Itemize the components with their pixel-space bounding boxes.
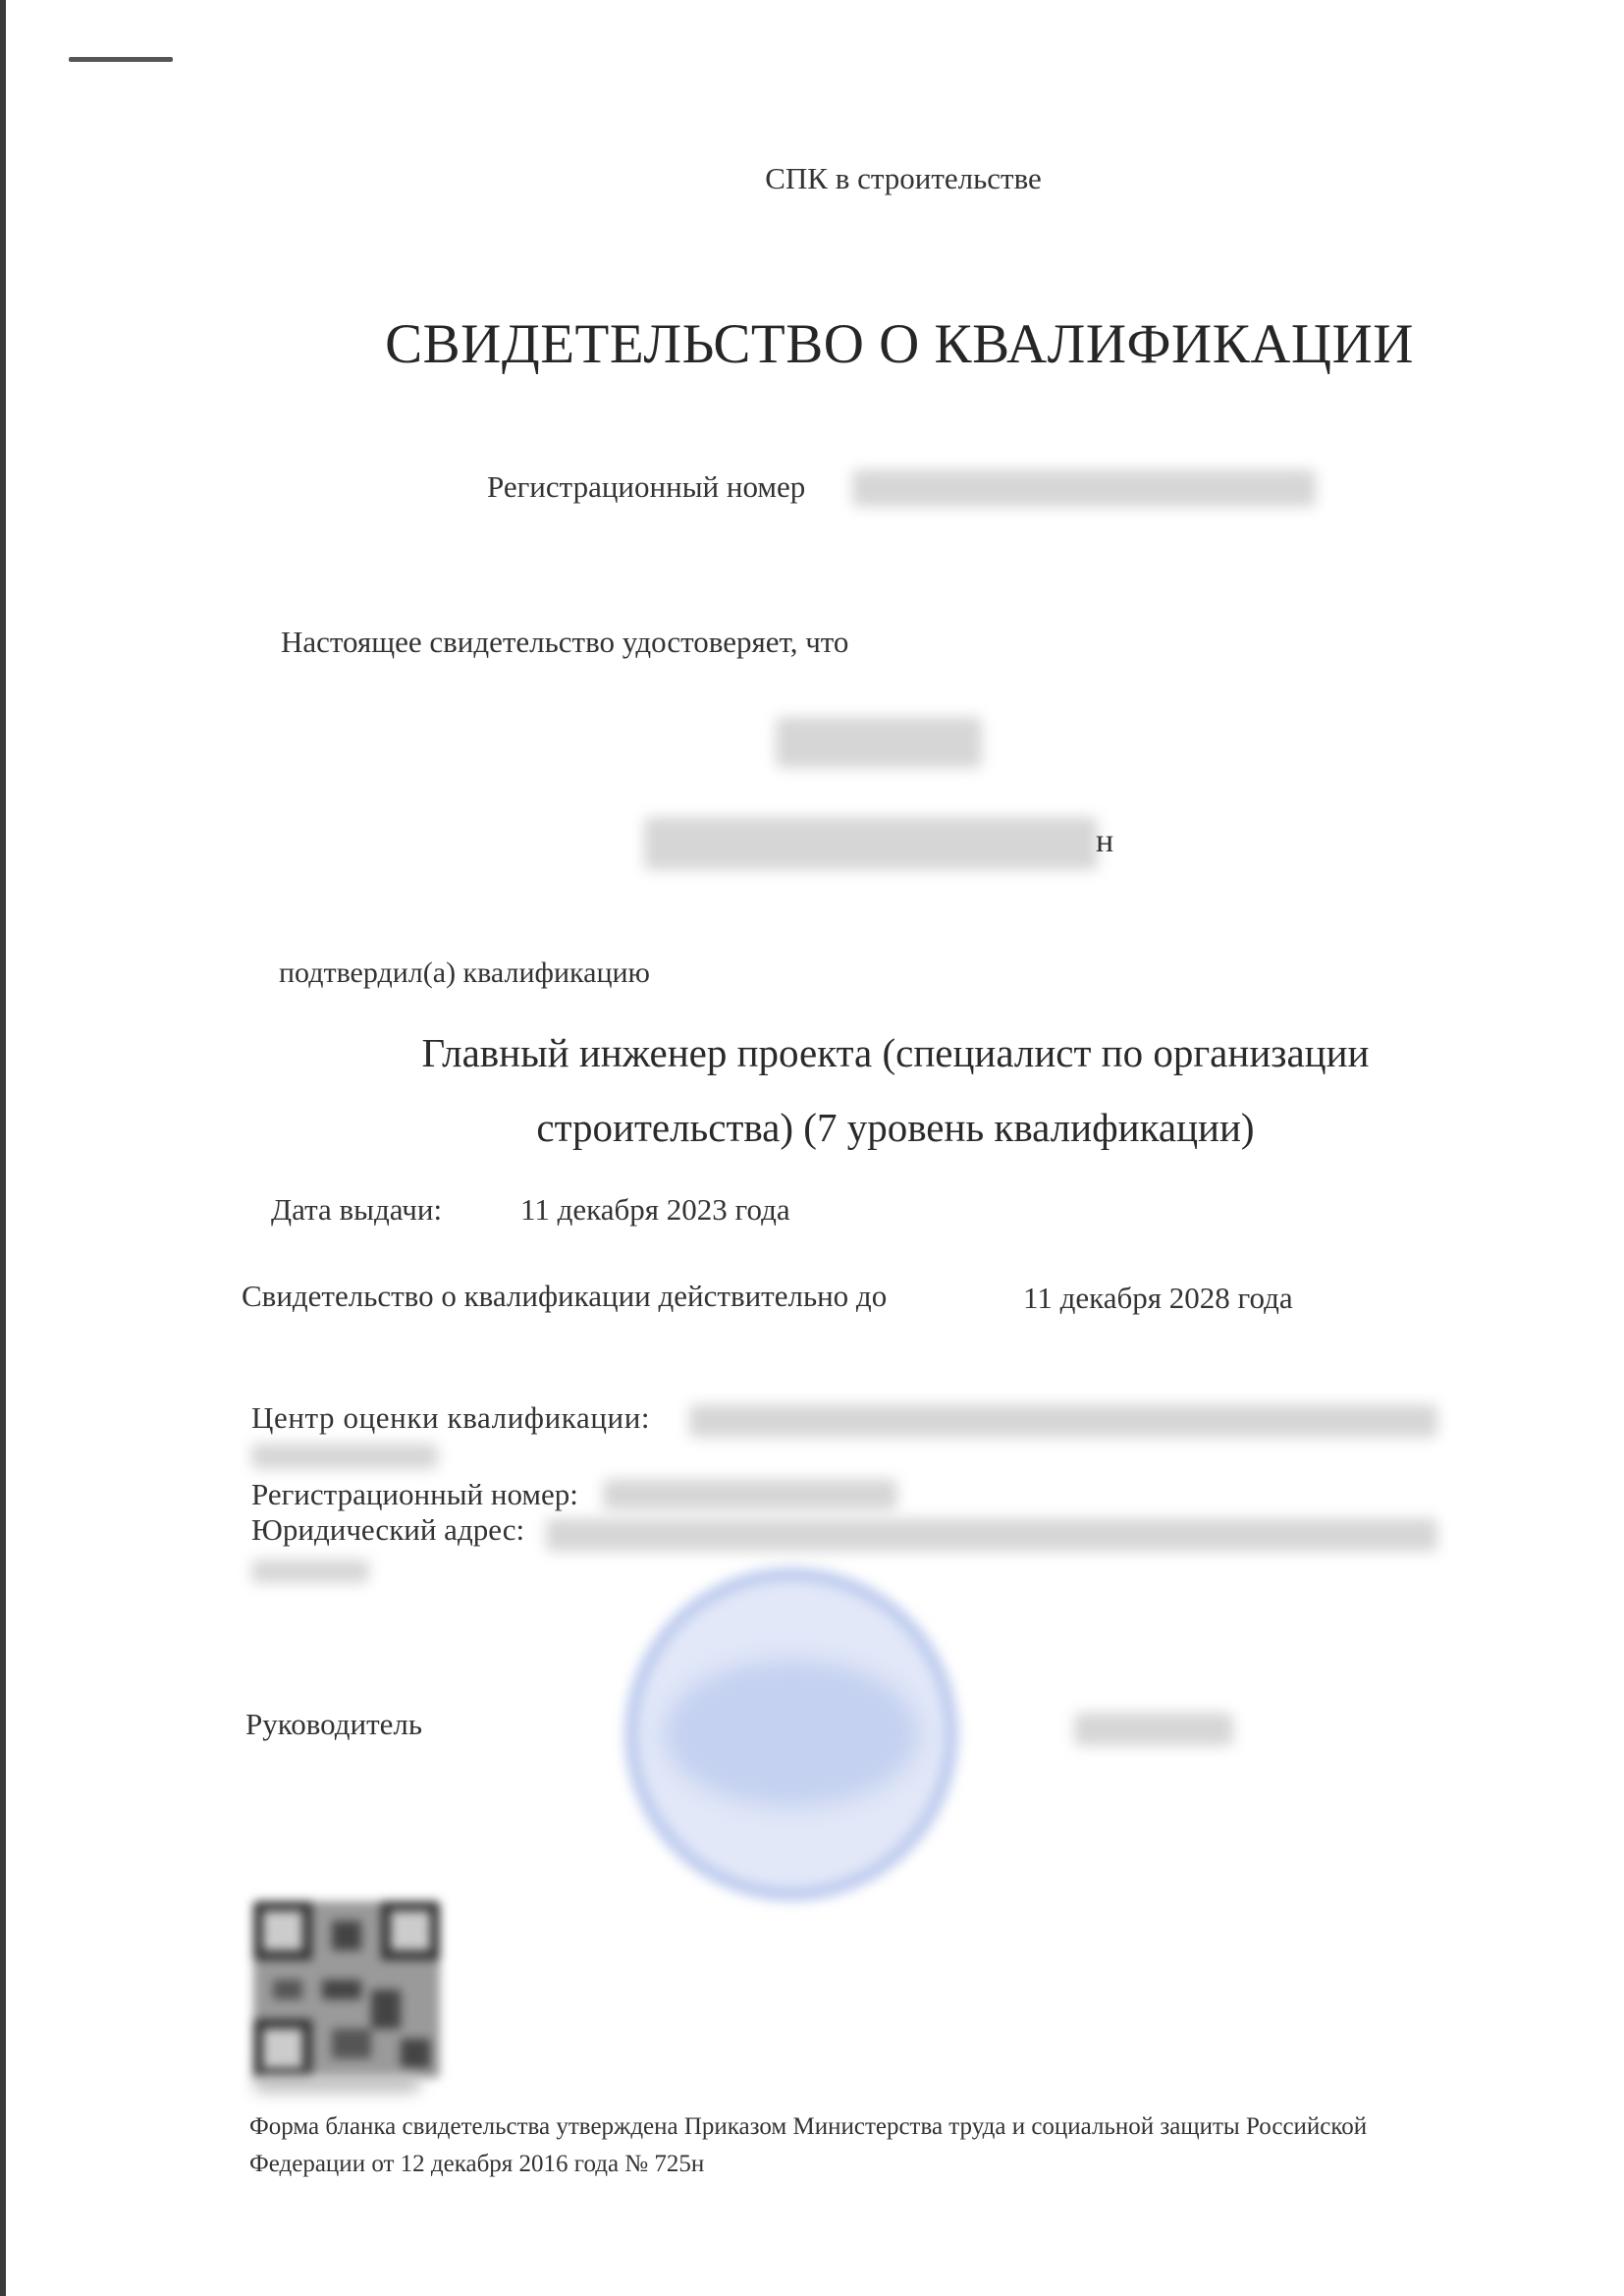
- legal-address-label: Юридический адрес:: [251, 1512, 525, 1547]
- given-name-redacted: [644, 817, 1098, 870]
- footer-note-line-2: Федерации от 12 декабря 2016 года № 725н: [249, 2151, 705, 2177]
- registration-number-label: Регистрационный номер: [487, 469, 806, 504]
- intro-text: Настоящее свидетельство удостоверяет, что: [281, 625, 849, 659]
- valid-until-value: 11 декабря 2028 года: [1023, 1281, 1293, 1315]
- center-registration-redacted: [603, 1479, 897, 1510]
- assessment-center-redacted-line2: [251, 1444, 438, 1469]
- confirmed-text: подтвердил(а) квалификацию: [279, 957, 650, 989]
- legal-address-redacted-line2: [251, 1559, 369, 1583]
- surname-redacted: [776, 717, 982, 768]
- legal-address-redacted: [546, 1518, 1437, 1552]
- issue-date-label: Дата выдачи:: [271, 1192, 443, 1227]
- assessment-center-redacted: [689, 1404, 1437, 1438]
- footer-note-line-1: Форма бланка свидетельства утверждена Приказом Министерства труда и социальной защиты Российской: [249, 2113, 1368, 2140]
- qualification-line-2: строительства) (7 уровень квалификации): [536, 1105, 1255, 1150]
- organization-name: СПК в строительстве: [765, 161, 1042, 195]
- assessment-center-label: Центр оценки квалификации:: [251, 1400, 651, 1435]
- certificate-title: СВИДЕТЕЛЬСТВО О КВАЛИФИКАЦИИ: [385, 313, 1414, 375]
- valid-until-label: Свидетельство о квалификации действительно до: [242, 1279, 888, 1313]
- registration-number-redacted: [852, 469, 1316, 507]
- corner-mark: [69, 57, 173, 62]
- head-label: Руководитель: [245, 1707, 423, 1741]
- qr-code: [253, 1901, 440, 2078]
- qualification-line-1: Главный инженер проекта (специалист по организации: [421, 1030, 1370, 1075]
- issue-date-value: 11 декабря 2023 года: [520, 1192, 790, 1227]
- head-name-redacted: [1074, 1713, 1233, 1746]
- signature-mark: [664, 1660, 919, 1807]
- center-registration-label: Регистрационный номер:: [251, 1477, 578, 1511]
- name-tail: н: [1096, 823, 1114, 859]
- qr-caption-redacted: [253, 2076, 420, 2092]
